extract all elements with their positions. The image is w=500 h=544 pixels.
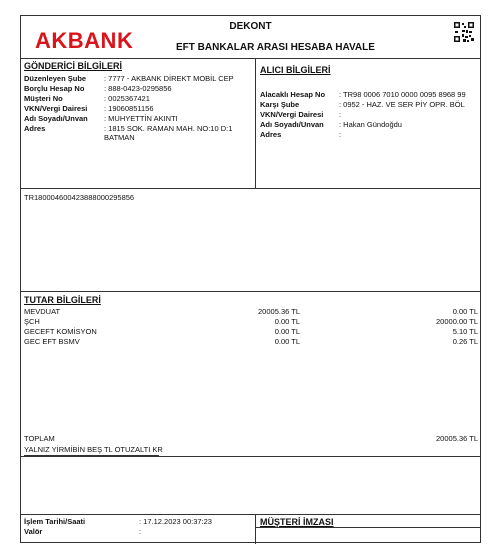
document-subtitle: EFT BANKALAR ARASI HESABA HAVALE bbox=[176, 42, 375, 53]
amount-row-col1: 0.00 TL bbox=[274, 327, 300, 336]
sender-label: VKN/Vergi Dairesi bbox=[24, 104, 88, 113]
valor-label: Valör bbox=[24, 527, 43, 536]
receiver-label: VKN/Vergi Dairesi bbox=[260, 110, 324, 119]
sender-section-title: GÖNDERİCİ BİLGİLERİ bbox=[24, 61, 123, 71]
receiver-value: : 0952 - HAZ. VE SER PİY OPR. BÖL bbox=[339, 100, 465, 109]
receiver-value: : bbox=[339, 130, 342, 139]
akbank-logo: AKBANK bbox=[35, 28, 134, 53]
total-label: TOPLAM bbox=[24, 434, 55, 443]
transaction-date-label: İşlem Tarihi/Saati bbox=[24, 517, 86, 526]
sender-label: Müşteri No bbox=[24, 94, 63, 103]
sender-label: Adı Soyadı/Unvan bbox=[24, 114, 88, 123]
receiver-value: : bbox=[339, 110, 342, 119]
sender-address-value: : 1815 SOK. RAMAN MAH. NO:10 D:1 BATMAN bbox=[104, 124, 233, 142]
description-text: TR180004600423888000295856 bbox=[24, 193, 135, 202]
sender-value: : 888-0423-0295856 bbox=[104, 84, 172, 93]
amount-row-col2: 20000.00 TL bbox=[436, 317, 478, 326]
total-value: 20005.36 TL bbox=[436, 434, 478, 443]
receiver-label: Karşı Şube bbox=[260, 100, 300, 109]
receiver-label: Adres bbox=[260, 130, 282, 139]
receiver-label: Adı Soyadı/Unvan bbox=[260, 120, 324, 129]
sender-value: : 7777 - AKBANK DİREKT MOBİL CEP bbox=[104, 74, 234, 83]
amount-row-col2: 0.00 TL bbox=[452, 307, 478, 316]
total-in-words: YALNIZ YİRMİBİN BEŞ TL OTUZALTI KR bbox=[24, 445, 163, 454]
transaction-date-value: : 17.12.2023 00:37:23 bbox=[139, 517, 212, 526]
amount-row-label: GECEFT KOMİSYON bbox=[24, 327, 97, 336]
sender-label: Borçlu Hesap No bbox=[24, 84, 85, 93]
sender-label: Adres bbox=[24, 124, 46, 133]
amounts-section-title: TUTAR BİLGİLERİ bbox=[24, 295, 101, 305]
amount-row-col1: 0.00 TL bbox=[274, 337, 300, 346]
amount-row-col2: 0.26 TL bbox=[452, 337, 478, 346]
amount-row-col2: 5.10 TL bbox=[452, 327, 478, 336]
receipt-frame bbox=[20, 15, 481, 543]
qr-code-icon bbox=[453, 21, 475, 43]
receiver-value: : Hakan Gündoğdu bbox=[339, 120, 402, 129]
receiver-section-title: ALICI BİLGİLERİ bbox=[260, 65, 331, 75]
amount-row-col1: 0.00 TL bbox=[274, 317, 300, 326]
amount-row-label: GEC EFT BSMV bbox=[24, 337, 80, 346]
customer-signature-label: MÜŞTERİ İMZASI bbox=[260, 517, 334, 527]
receiver-value: : TR98 0006 7010 0000 0095 8968 99 bbox=[339, 90, 466, 99]
receiver-label: Alacaklı Hesap No bbox=[260, 90, 326, 99]
amount-row-label: ŞCH bbox=[24, 317, 40, 326]
amount-row-col1: 20005.36 TL bbox=[258, 307, 300, 316]
sender-value: : MUHYETTİN AKINTI bbox=[104, 114, 178, 123]
sender-label: Düzenleyen Şube bbox=[24, 74, 87, 83]
valor-value: : bbox=[139, 527, 142, 536]
sender-value: : 0025367421 bbox=[104, 94, 150, 103]
document-title: DEKONT bbox=[229, 21, 272, 32]
amount-row-label: MEVDUAT bbox=[24, 307, 61, 316]
sender-value: : 19060851156 bbox=[104, 104, 154, 113]
